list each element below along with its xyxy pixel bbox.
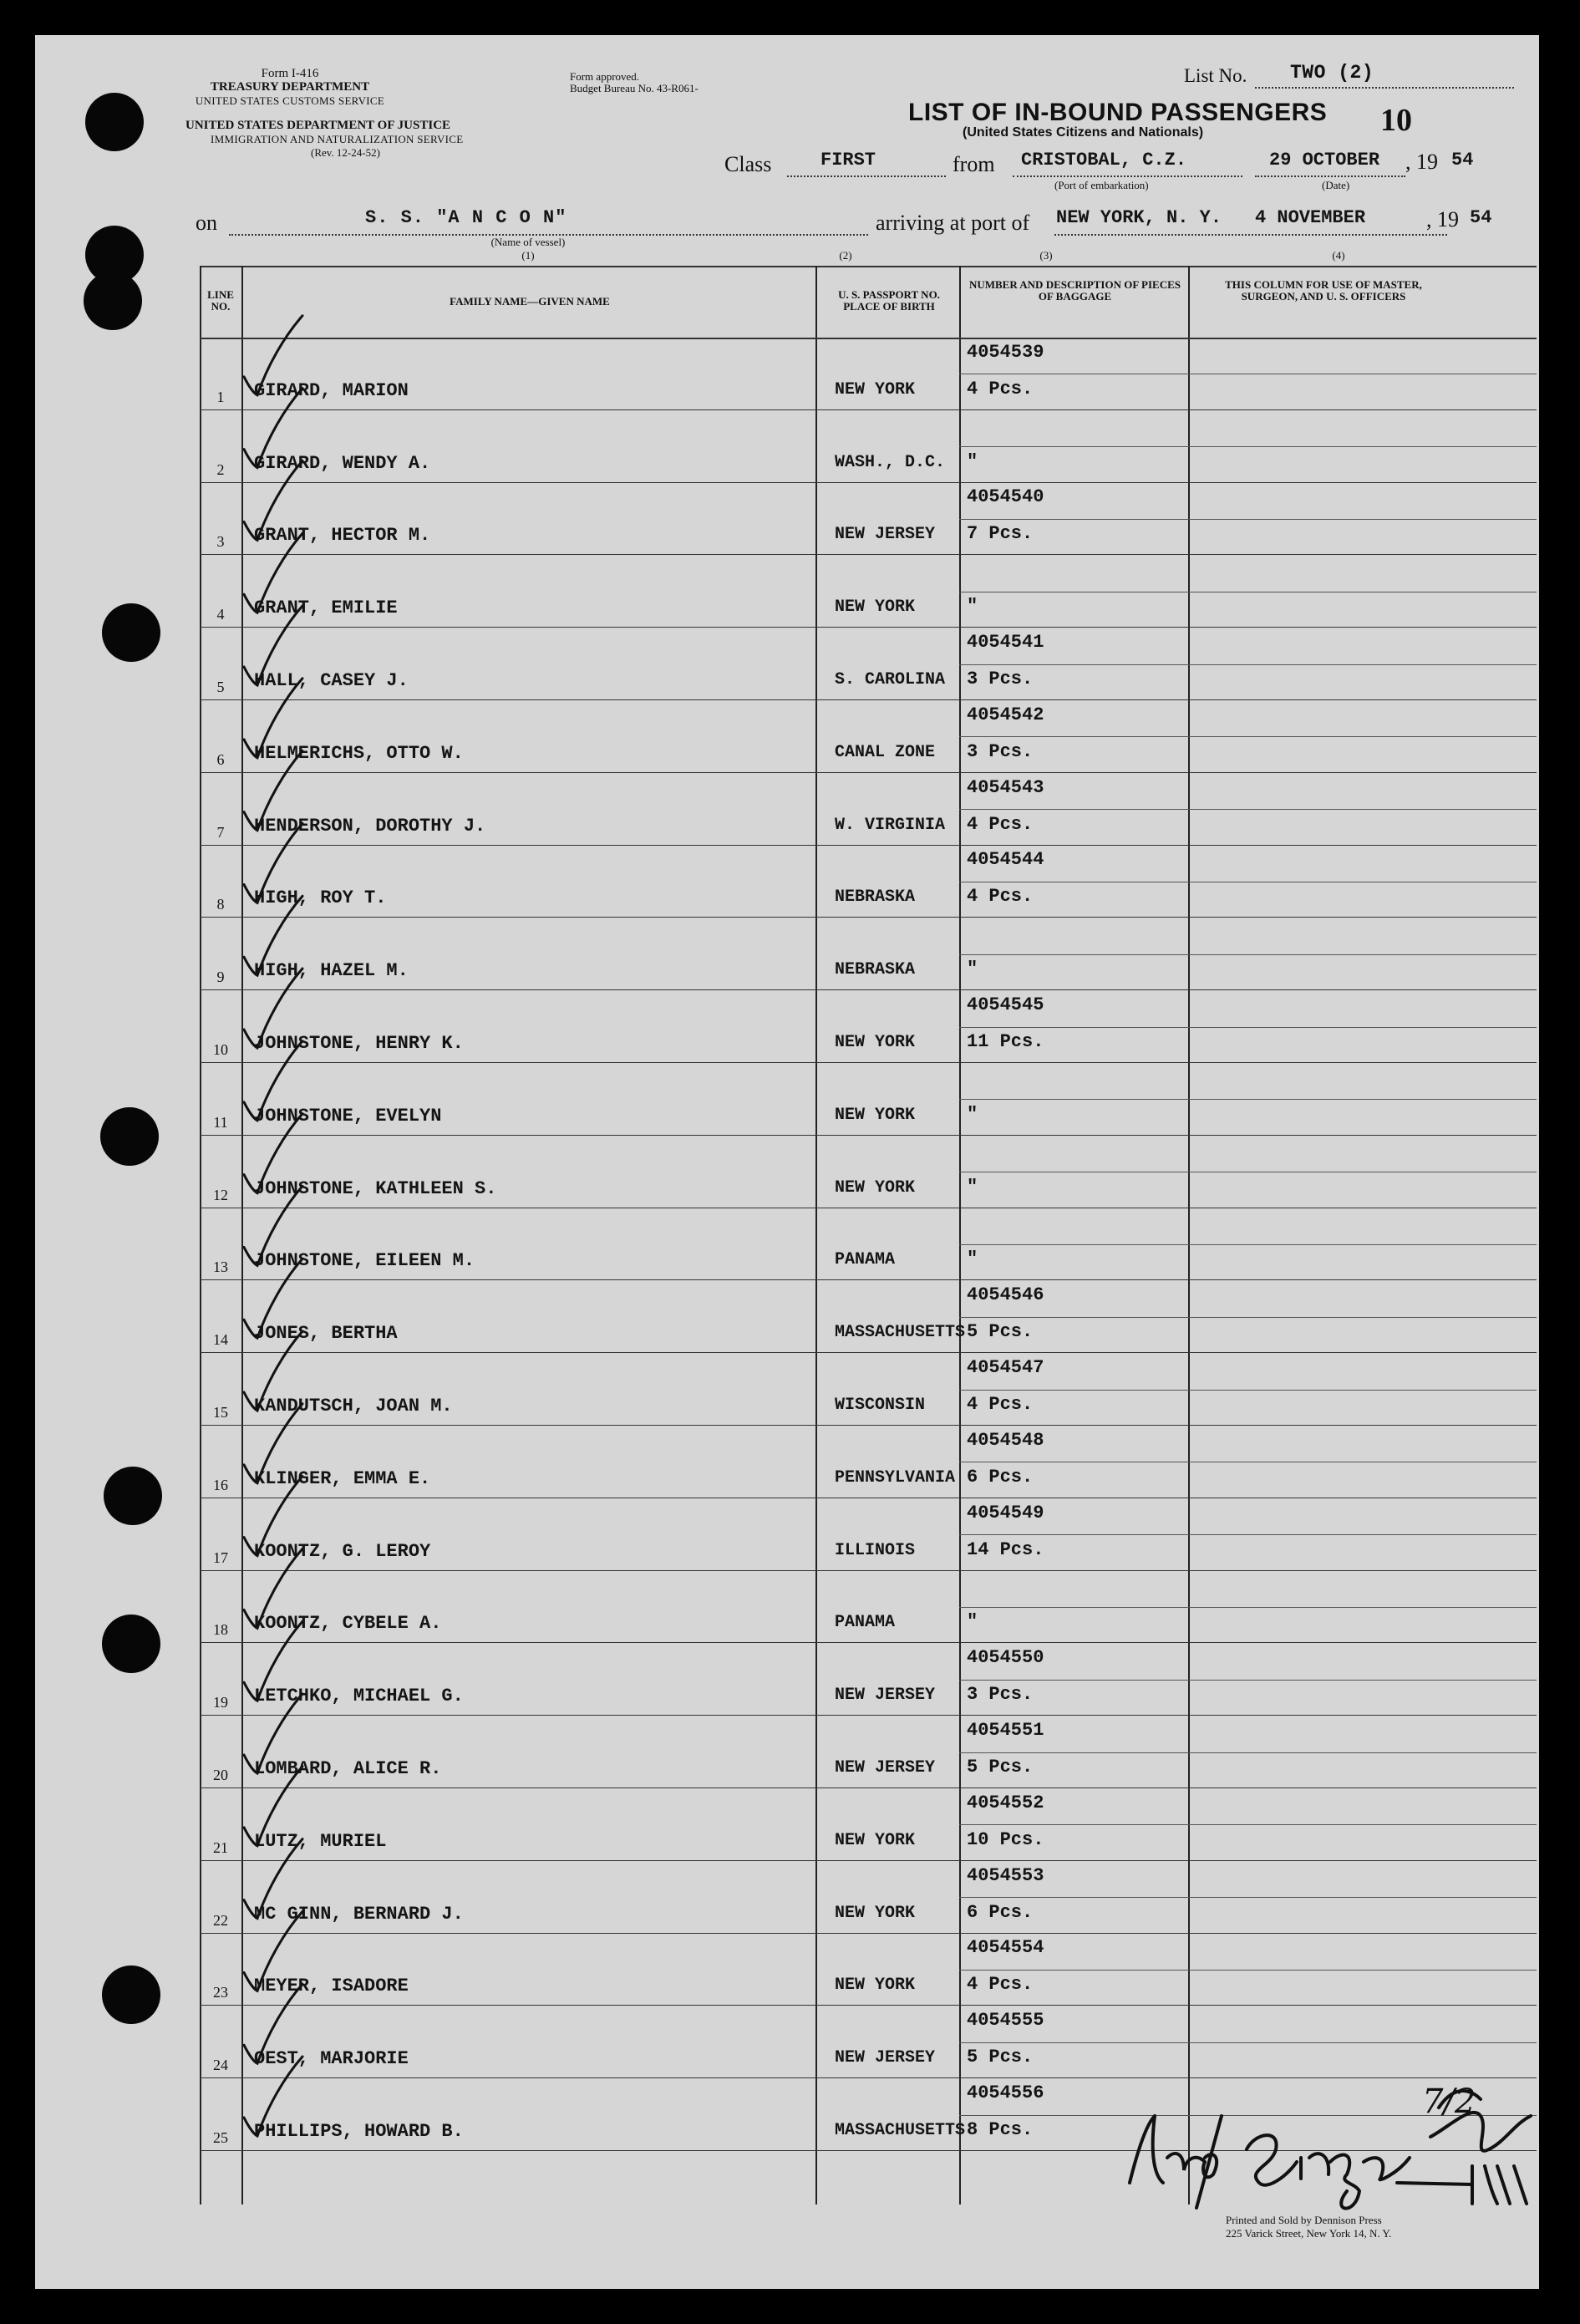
passenger-name: LOMBARD, ALICE R. — [254, 1757, 442, 1779]
baggage-pieces: 4 Pcs. — [967, 378, 1034, 399]
baggage-number: 4054541 — [967, 631, 1044, 653]
place-of-birth: W. VIRGINIA — [835, 815, 946, 835]
from-year: 54 — [1451, 150, 1474, 170]
column-num-2: (2) — [839, 249, 852, 262]
baggage-pieces: 5 Pcs. — [967, 2047, 1034, 2068]
line-number: 12 — [213, 1186, 228, 1203]
revision-date: (Rev. 12-24-52) — [311, 146, 380, 159]
list-no-value: TWO (2) — [1290, 62, 1374, 84]
column-num-3: (3) — [1039, 249, 1053, 262]
table-row — [200, 1136, 1537, 1208]
place-of-birth: MASSACHUSETTS — [835, 2120, 966, 2140]
page-title: LIST OF IN-BOUND PASSENGERS — [908, 99, 1328, 126]
header-officers: THIS COLUMN FOR USE OF MASTER, SURGEON, AND U. S. OFFICERS — [1225, 278, 1422, 303]
baggage-pieces: 3 Pcs. — [967, 740, 1034, 762]
vessel-name: S. S. "A N C O N" — [365, 207, 567, 228]
column-num-1: (1) — [521, 249, 535, 262]
from-label: from — [953, 152, 995, 176]
printer-line-1: Printed and Sold by Dennison Press — [1226, 2214, 1382, 2226]
baggage-pieces: 6 Pcs. — [967, 1466, 1034, 1487]
arrival-port: NEW YORK, N. Y. — [1056, 207, 1222, 228]
punch-hole — [102, 1615, 160, 1673]
baggage-pieces: 4 Pcs. — [967, 1974, 1034, 1996]
baggage-number: 4054554 — [967, 1937, 1044, 1959]
table-row — [200, 1353, 1537, 1426]
baggage-pieces: 11 Pcs. — [967, 1030, 1044, 1052]
table-row — [200, 990, 1537, 1063]
passenger-name: KOONTZ, CYBELE A. — [254, 1613, 442, 1635]
line-number: 8 — [216, 896, 225, 913]
line-number: 17 — [213, 1548, 228, 1566]
table-row — [200, 773, 1537, 846]
line-number: 25 — [213, 2128, 228, 2146]
passenger-name: JOHNSTONE, HENRY K. — [254, 1032, 464, 1054]
passenger-name: JOHNSTONE, EVELYN — [254, 1105, 442, 1126]
line-number: 21 — [213, 1838, 228, 1856]
table-row — [200, 700, 1537, 773]
baggage-pieces: 5 Pcs. — [967, 1756, 1034, 1777]
place-of-birth: S. CAROLINA — [835, 669, 946, 689]
line-number: 16 — [213, 1476, 228, 1493]
punch-hole — [102, 603, 160, 662]
place-of-birth: NEW YORK — [835, 1032, 916, 1052]
treasury-department: TREASURY DEPARTMENT — [210, 80, 370, 94]
arriving-label: arriving at port of — [876, 211, 1030, 235]
line-number: 23 — [213, 1984, 228, 2001]
header-passport: U. S. PASSPORT NO. PLACE OF BIRTH — [838, 288, 940, 313]
place-of-birth: WISCONSIN — [835, 1395, 926, 1415]
baggage-pieces: 5 Pcs. — [967, 1321, 1034, 1343]
line-number: 1 — [216, 388, 225, 405]
line-number: 24 — [213, 2057, 228, 2074]
baggage-number: 4054542 — [967, 704, 1044, 725]
passenger-name: HELMERICHS, OTTO W. — [254, 742, 464, 764]
passenger-name: HIGH, HAZEL M. — [254, 960, 409, 982]
baggage-pieces: " — [967, 1611, 978, 1633]
table-row — [200, 1063, 1537, 1136]
line-number: 14 — [213, 1331, 228, 1349]
line-number: 5 — [216, 678, 225, 695]
baggage-number: 4054551 — [967, 1719, 1044, 1741]
table-row — [200, 410, 1537, 483]
table-row — [200, 1788, 1537, 1861]
place-of-birth: WASH., D.C. — [835, 452, 946, 472]
passenger-name: HALL, CASEY J. — [254, 669, 409, 691]
passenger-name: GRANT, EMILIE — [254, 598, 398, 619]
punch-hole — [84, 272, 142, 330]
place-of-birth: NEW YORK — [835, 1903, 916, 1923]
place-of-birth: MASSACHUSETTS — [835, 1323, 966, 1343]
passenger-name: GRANT, HECTOR M. — [254, 525, 431, 547]
passenger-name: LUTZ, MURIEL — [254, 1830, 387, 1852]
table-row — [200, 555, 1537, 628]
table-row — [200, 1716, 1537, 1788]
header-name: FAMILY NAME—GIVEN NAME — [450, 295, 610, 308]
place-of-birth: NEW YORK — [835, 379, 916, 399]
justice-department: UNITED STATES DEPARTMENT OF JUSTICE — [185, 119, 451, 132]
baggage-number: 4054555 — [967, 2010, 1044, 2032]
passenger-name: PHILLIPS, HOWARD B. — [254, 2120, 464, 2142]
baggage-pieces: 6 Pcs. — [967, 1901, 1034, 1923]
from-date: 29 OCTOBER — [1269, 150, 1380, 170]
table-row — [200, 1934, 1537, 2006]
passenger-manifest-page — [35, 35, 1539, 2289]
baggage-pieces: " — [967, 959, 978, 980]
baggage-pieces: " — [967, 596, 978, 618]
place-of-birth: NEW YORK — [835, 1976, 916, 1996]
place-of-birth: PENNSYLVANIA — [835, 1467, 956, 1487]
place-of-birth: NEW JERSEY — [835, 1757, 936, 1777]
place-of-birth: NEBRASKA — [835, 960, 916, 980]
baggage-pieces: " — [967, 1248, 978, 1270]
table-row — [200, 1571, 1537, 1644]
passenger-name: GIRARD, MARION — [254, 379, 409, 401]
place-of-birth: NEW YORK — [835, 1105, 916, 1125]
arrival-year-prefix: , 19 — [1426, 207, 1459, 231]
date-caption: (Date) — [1322, 179, 1350, 191]
page-number: 10 — [1380, 103, 1412, 138]
line-number: 2 — [216, 460, 225, 478]
line-number: 19 — [213, 1694, 228, 1711]
place-of-birth: NEW JERSEY — [835, 525, 936, 545]
baggage-pieces: 4 Pcs. — [967, 1393, 1034, 1415]
punch-hole — [104, 1467, 162, 1525]
place-of-birth: NEW YORK — [835, 1830, 916, 1850]
table-row — [200, 1426, 1537, 1498]
line-number: 9 — [216, 969, 225, 986]
column-num-4: (4) — [1332, 249, 1345, 262]
passenger-name: OEST, MARJORIE — [254, 2048, 409, 2070]
class-label: Class — [724, 152, 772, 176]
vessel-caption: (Name of vessel) — [490, 236, 566, 248]
baggage-number: 4054539 — [967, 341, 1044, 363]
passenger-name: HIGH, ROY T. — [254, 887, 387, 909]
line-number: 15 — [213, 1403, 228, 1421]
punch-hole — [102, 1965, 160, 2024]
passenger-name: KANDUTSCH, JOAN M. — [254, 1395, 453, 1416]
baggage-number: 4054547 — [967, 1356, 1044, 1378]
baggage-number: 4054548 — [967, 1429, 1044, 1451]
table-row — [200, 628, 1537, 700]
baggage-number: 4054549 — [967, 1502, 1044, 1523]
baggage-pieces: 7 Pcs. — [967, 523, 1034, 545]
page-subtitle: (United States Citizens and Nationals) — [963, 125, 1204, 140]
passenger-name: LETCHKO, MICHAEL G. — [254, 1686, 464, 1707]
from-year-prefix: , 19 — [1405, 150, 1438, 174]
header-line-no: LINE NO. — [207, 288, 234, 313]
place-of-birth: NEW JERSEY — [835, 1686, 936, 1706]
baggage-pieces: 3 Pcs. — [967, 668, 1034, 689]
passenger-name: JONES, BERTHA — [254, 1323, 398, 1345]
customs-service: UNITED STATES CUSTOMS SERVICE — [195, 94, 385, 107]
place-of-birth: PANAMA — [835, 1250, 896, 1270]
arrival-year: 54 — [1470, 207, 1492, 228]
baggage-number: 4054543 — [967, 776, 1044, 798]
place-of-birth: NEW JERSEY — [835, 2048, 936, 2068]
form-number: Form I-416 — [261, 67, 319, 80]
line-number: 6 — [216, 750, 225, 768]
baggage-pieces: " — [967, 1176, 978, 1198]
line-number: 20 — [213, 1766, 228, 1783]
margin-mark: 7/2 — [1422, 2082, 1476, 2121]
line-number: 4 — [216, 606, 225, 623]
table-row — [200, 1861, 1537, 1934]
line-number: 22 — [213, 1911, 228, 1929]
baggage-number: 4054552 — [967, 1792, 1044, 1813]
table-row — [200, 338, 1537, 410]
baggage-pieces: 8 Pcs. — [967, 2118, 1034, 2140]
passenger-name: GIRARD, WENDY A. — [254, 452, 431, 474]
baggage-pieces: 4 Pcs. — [967, 886, 1034, 908]
class-value: FIRST — [820, 150, 876, 170]
place-of-birth: CANAL ZONE — [835, 742, 936, 762]
table-row — [200, 918, 1537, 990]
baggage-pieces: " — [967, 450, 978, 472]
passenger-name: KLINGER, EMMA E. — [254, 1467, 431, 1489]
punch-hole — [85, 93, 144, 151]
baggage-pieces: 3 Pcs. — [967, 1684, 1034, 1706]
passenger-name: KOONTZ, G. LEROY — [254, 1540, 431, 1562]
baggage-number: 4054556 — [967, 2082, 1044, 2103]
passenger-name: MC GINN, BERNARD J. — [254, 1903, 464, 1925]
arrival-date: 4 NOVEMBER — [1255, 207, 1366, 228]
place-of-birth: NEBRASKA — [835, 887, 916, 908]
line-number: 7 — [216, 823, 225, 841]
inspector-signature — [1080, 2057, 1547, 2225]
place-of-birth: ILLINOIS — [835, 1540, 916, 1560]
baggage-pieces: " — [967, 1103, 978, 1125]
header-baggage: NUMBER AND DESCRIPTION OF PIECES OF BAGGAGE — [968, 278, 1181, 303]
table-row — [200, 483, 1537, 556]
baggage-number: 4054545 — [967, 994, 1044, 1015]
place-of-birth: PANAMA — [835, 1613, 896, 1633]
baggage-number: 4054544 — [967, 849, 1044, 871]
baggage-number: 4054546 — [967, 1284, 1044, 1306]
line-number: 11 — [213, 1113, 228, 1131]
from-port: CRISTOBAL, C.Z. — [1021, 150, 1187, 170]
passenger-table — [200, 266, 1537, 2204]
line-number: 10 — [213, 1040, 228, 1058]
ins-label: IMMIGRATION AND NATURALIZATION SERVICE — [211, 133, 464, 145]
baggage-number: 4054553 — [967, 1864, 1044, 1886]
printer-line-2: 225 Varick Street, New York 14, N. Y. — [1226, 2227, 1392, 2240]
passenger-name: JOHNSTONE, EILEEN M. — [254, 1250, 475, 1272]
line-number: 18 — [213, 1621, 228, 1639]
passenger-name: HENDERSON, DOROTHY J. — [254, 815, 486, 837]
line-number: 13 — [213, 1259, 228, 1276]
baggage-pieces: 4 Pcs. — [967, 813, 1034, 835]
table-row — [200, 846, 1537, 918]
baggage-pieces: 10 Pcs. — [967, 1828, 1044, 1850]
table-row — [200, 1643, 1537, 1716]
table-row — [200, 1498, 1537, 1571]
passenger-name: JOHNSTONE, KATHLEEN S. — [254, 1177, 497, 1199]
on-label: on — [196, 211, 217, 235]
table-row — [200, 1208, 1537, 1281]
port-caption: (Port of embarkation) — [1054, 179, 1149, 191]
list-no-label: List No. — [1184, 65, 1247, 86]
baggage-number: 4054550 — [967, 1647, 1044, 1669]
punch-hole — [100, 1107, 159, 1166]
baggage-number: 4054540 — [967, 486, 1044, 508]
place-of-birth: NEW YORK — [835, 598, 916, 618]
baggage-pieces: 14 Pcs. — [967, 1538, 1044, 1560]
place-of-birth: NEW YORK — [835, 1177, 916, 1198]
budget-bureau: Budget Bureau No. 43-R061- — [570, 82, 699, 94]
form-approved: Form approved. — [570, 70, 640, 83]
table-row — [200, 1280, 1537, 1353]
line-number: 3 — [216, 533, 225, 551]
passenger-name: MEYER, ISADORE — [254, 1976, 409, 1997]
